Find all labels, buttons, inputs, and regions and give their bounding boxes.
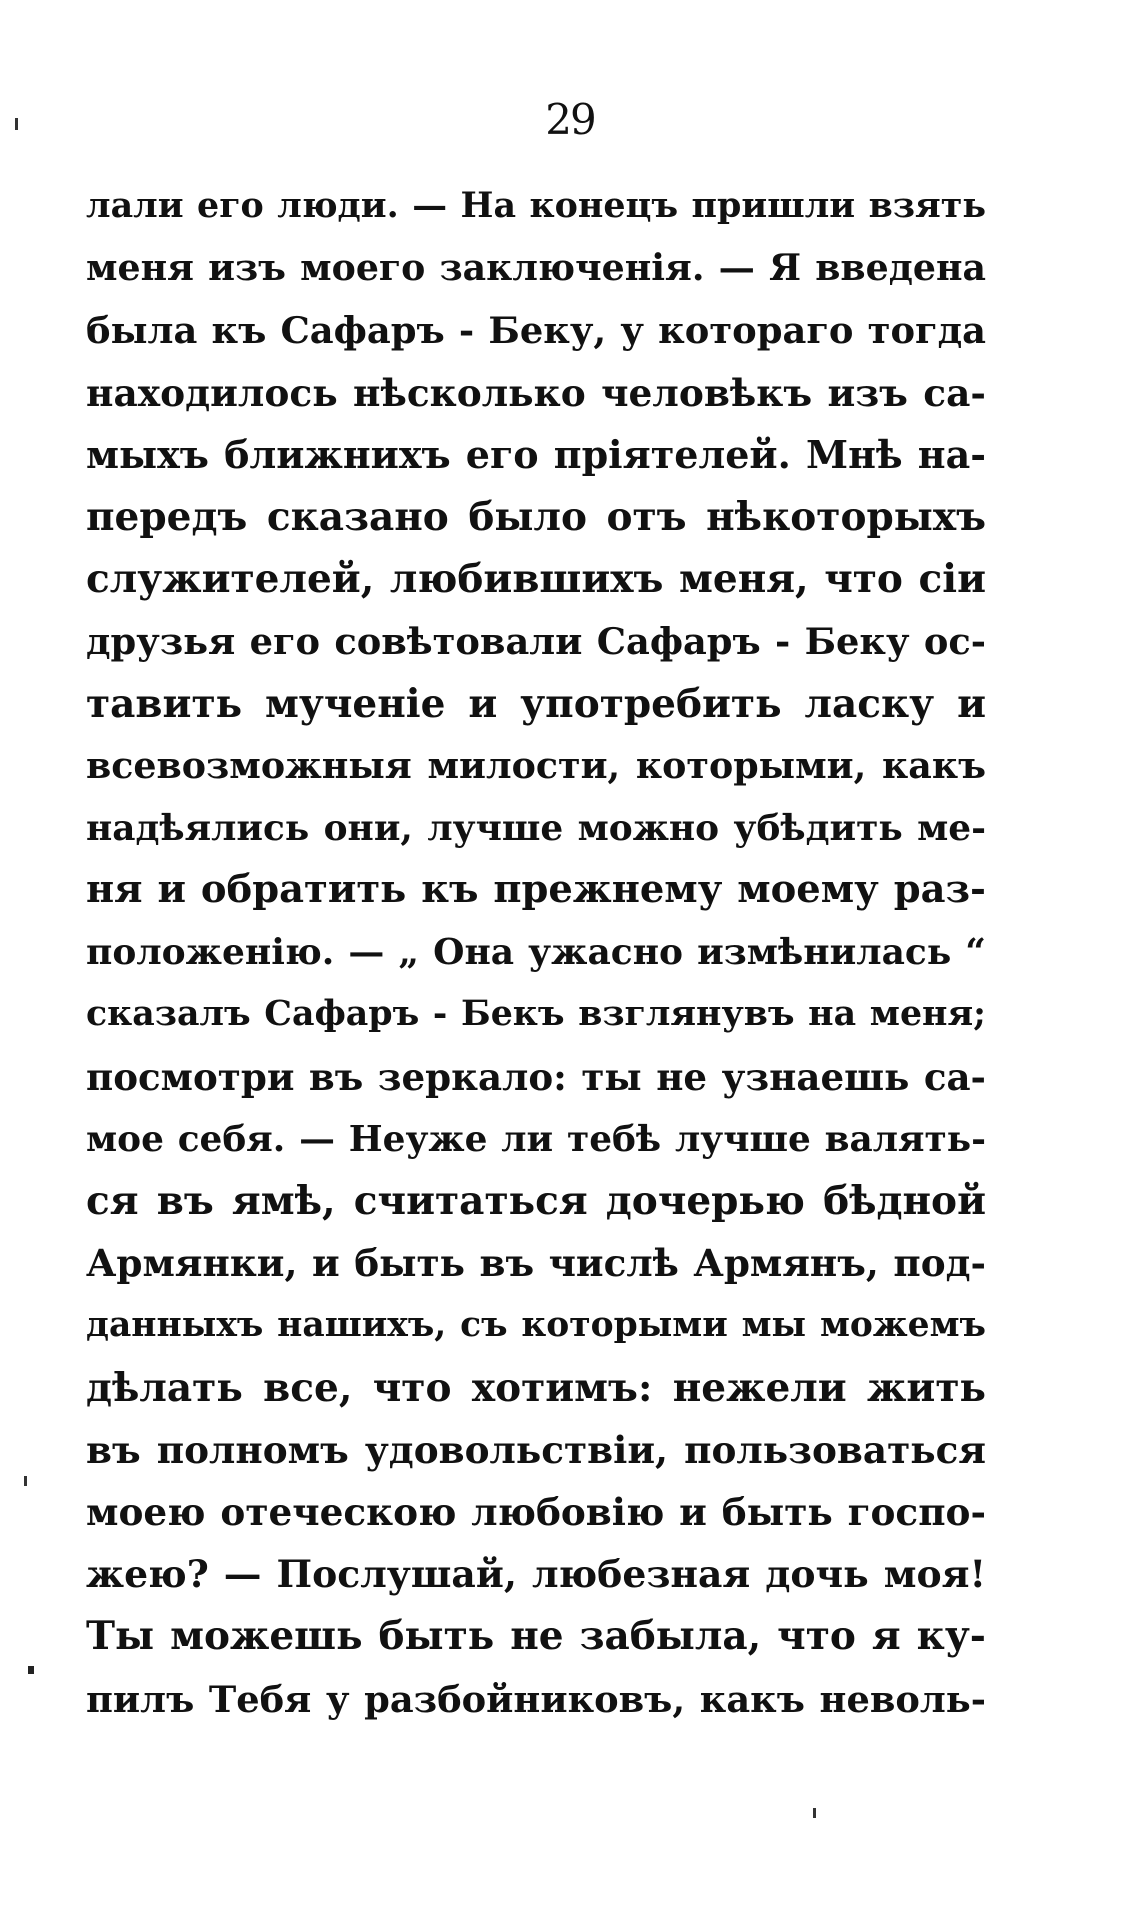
text-line: мое себя. — Неуже ли тебѣ лучше валять- (86, 1117, 986, 1160)
text-line: Армянки, и быть въ числѣ Армянъ, под- (86, 1241, 986, 1286)
text-line: въ полномъ удовольствіи, пользоваться (86, 1427, 986, 1472)
text-line: посмотри въ зеркало: ты не узнаешь са- (86, 1054, 986, 1099)
page-number: 29 (545, 95, 595, 144)
scan-speck (813, 1808, 816, 1818)
text-line: пилъ Тебя у разбойниковъ, какъ неволь- (86, 1676, 986, 1721)
text-line: лали его люди. — На конецъ пришли взять (86, 185, 986, 226)
text-line: сказалъ Сафаръ - Бекъ взглянувъ на меня; (86, 993, 986, 1035)
scan-speck (15, 118, 18, 130)
text-line: находилось нѣсколько человѣкъ изъ са- (86, 370, 986, 415)
text-line: тавить мученіе и употребить ласку и (86, 680, 986, 727)
text-line: ся въ ямѣ, считаться дочерью бѣдной (86, 1178, 986, 1224)
text-line: была къ Сафаръ - Беку, у котораго тогда (86, 308, 986, 353)
scan-speck (28, 1666, 34, 1674)
text-line: всевозможныя милости, которыми, какъ (86, 743, 986, 787)
text-line: дѣлать все, что хотимъ: нежели жить (86, 1364, 986, 1411)
text-line: моею отеческою любовію и быть госпо- (86, 1489, 986, 1534)
scan-speck (24, 1476, 27, 1486)
text-line: жею? — Послушай, любезная дочь моя! (86, 1552, 986, 1597)
text-line: мыхъ ближнихъ его пріятелей. Мнѣ на- (86, 431, 986, 477)
text-line: ня и обратить къ прежнему моему раз- (86, 867, 986, 913)
text-line: положенію. — „ Она ужасно измѣнилась “ (86, 931, 986, 974)
text-line: передъ сказано было отъ нѣкоторыхъ (86, 493, 986, 540)
text-line: друзья его совѣтовали Сафаръ - Беку ос- (86, 619, 986, 664)
text-line: данныхъ нашихъ, съ которыми мы можемъ (86, 1305, 986, 1346)
text-line: меня изъ моего заключенія. — Я введена (86, 246, 986, 290)
text-line: Ты можешь быть не забыла, что я ку- (86, 1613, 986, 1660)
text-line: надѣялись они, лучше можно убѣдить ме- (86, 806, 986, 849)
text-line: служителей, любившихъ меня, что сіи (86, 556, 986, 603)
